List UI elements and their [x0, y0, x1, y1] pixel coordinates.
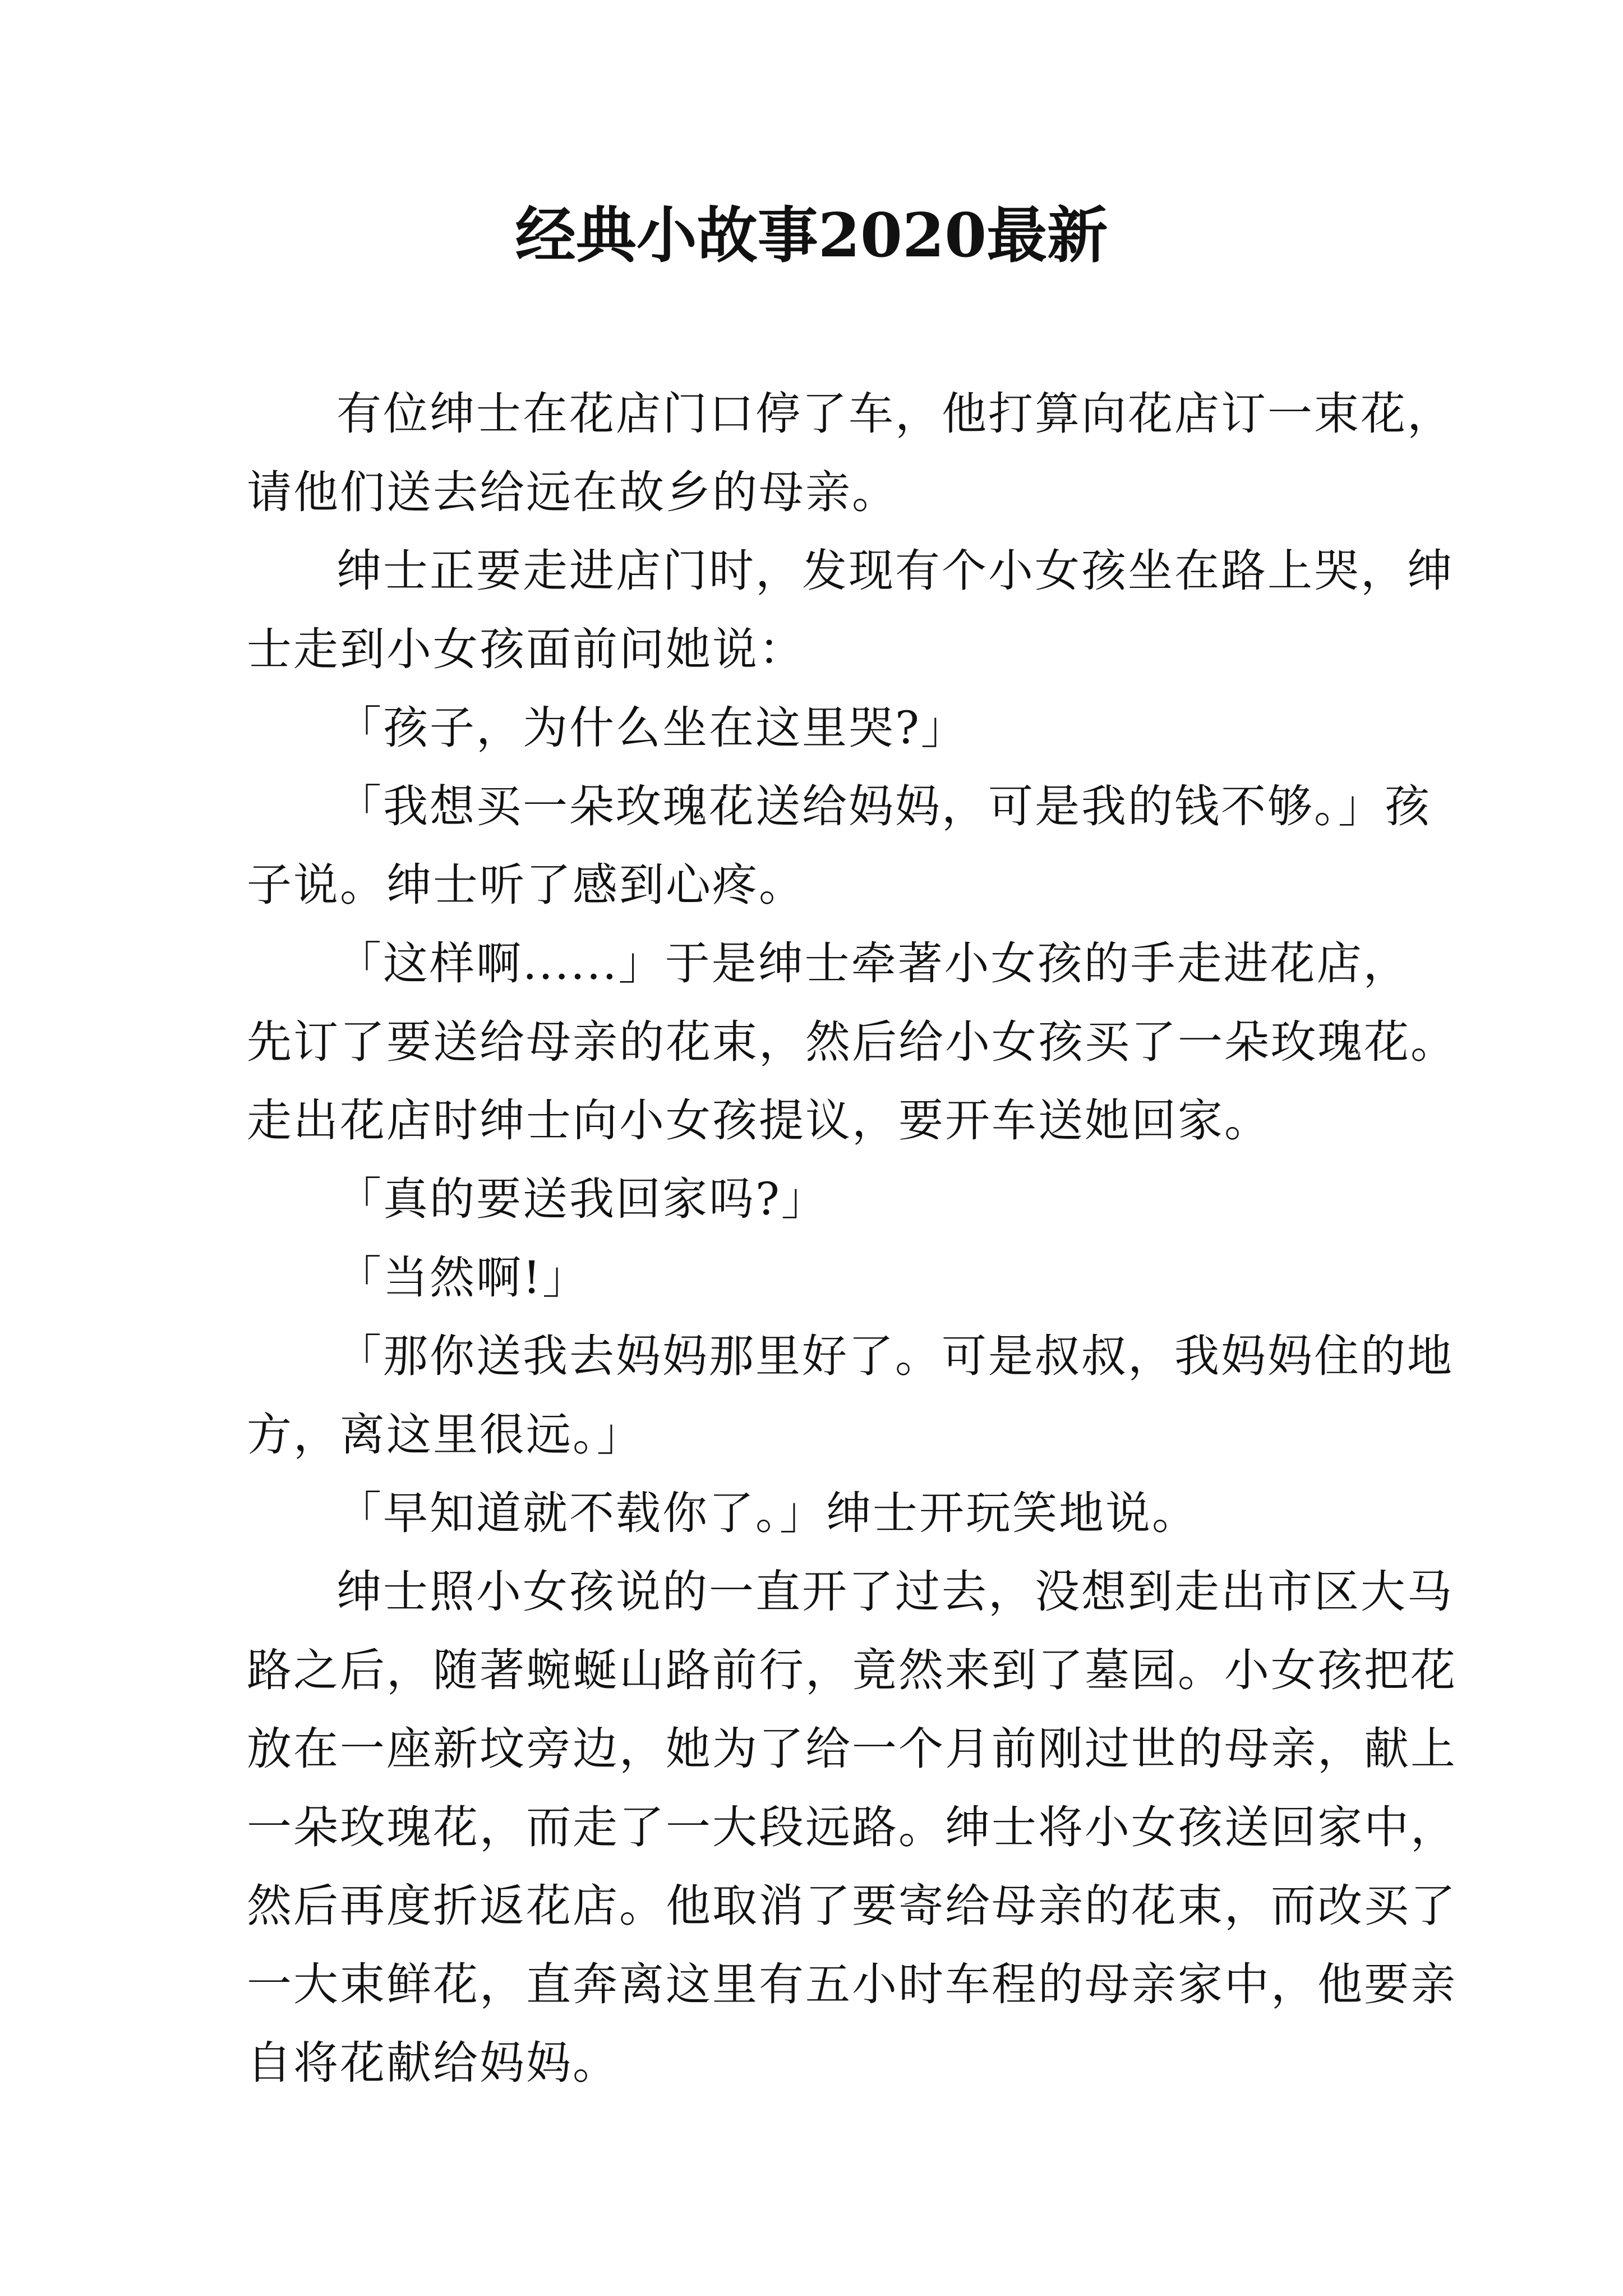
text-line: 「那你送我去妈妈那里好了。可是叔叔，我妈妈住的地 [336, 1330, 1454, 1382]
text-line: 有位绅士在花店门口停了车，他打算向花店订一束花， [336, 388, 1454, 440]
text-line: 「当然啊!」 [336, 1251, 589, 1304]
text-line: 请他们送去给远在故乡的母亲。 [247, 466, 898, 518]
text-line: 「孩子，为什么坐在这里哭?」 [336, 702, 967, 754]
text-line: 先订了要送给母亲的花束，然后给小女孩买了一朵玫瑰花。 [247, 1016, 1457, 1068]
text-line: 放在一座新坟旁边，她为了给一个月前刚过世的母亲，献上 [247, 1723, 1457, 1775]
text-line: 然后再度折返花店。他取消了要寄给母亲的花束，而改买了 [247, 1880, 1457, 1932]
text-line: 「真的要送我回家吗?」 [336, 1173, 828, 1225]
text-line: 路之后，随著蜿蜒山路前行，竟然来到了墓园。小女孩把花 [247, 1644, 1457, 1696]
text-line: 绅士照小女孩说的一直开了过去，没想到走出市区大马 [336, 1566, 1454, 1618]
paragraph-8 [247, 1317, 1454, 1474]
paragraph-7 [247, 1239, 1391, 1317]
text-line: 一朵玫瑰花，而走了一大段远路。绅士将小女孩送回家中， [247, 1801, 1457, 1853]
text-line: 方，离这里很远。」 [247, 1409, 643, 1461]
text-line: 「我想买一朵玫瑰花送给妈妈，可是我的钱不够。」孩 [336, 780, 1431, 832]
text-line: 「这样啊......」于是绅士牵著小女孩的手走进花店， [336, 937, 1410, 990]
paragraph-6 [247, 1160, 1391, 1239]
paragraph-4 [247, 767, 1431, 924]
text-line: 「早知道就不载你了。」绅士开玩笑地说。 [336, 1487, 1198, 1539]
text-line: 一大束鲜花，直奔离这里有五小时车程的母亲家中，他要亲 [247, 1958, 1457, 2010]
text-line: 士走到小女孩面前问她说： [247, 623, 805, 675]
text-line: 走出花店时绅士向小女孩提议，要开车送她回家。 [247, 1094, 1271, 1147]
text-line: 子说。绅士听了感到心疼。 [247, 859, 805, 911]
paragraph-5 [247, 924, 1457, 1160]
text-line: 自将花献给妈妈。 [247, 2037, 619, 2089]
paragraph-10 [247, 1553, 1457, 2102]
paragraph-1 [247, 375, 1454, 532]
page-title: 经典小故事2020最新 [515, 200, 1108, 271]
story-body [247, 375, 1457, 2102]
paragraph-3 [247, 689, 1391, 767]
paragraph-2 [247, 532, 1454, 689]
text-line: 绅士正要走进店门时，发现有个小女孩坐在路上哭，绅 [336, 545, 1454, 597]
paragraph-9 [247, 1474, 1391, 1553]
